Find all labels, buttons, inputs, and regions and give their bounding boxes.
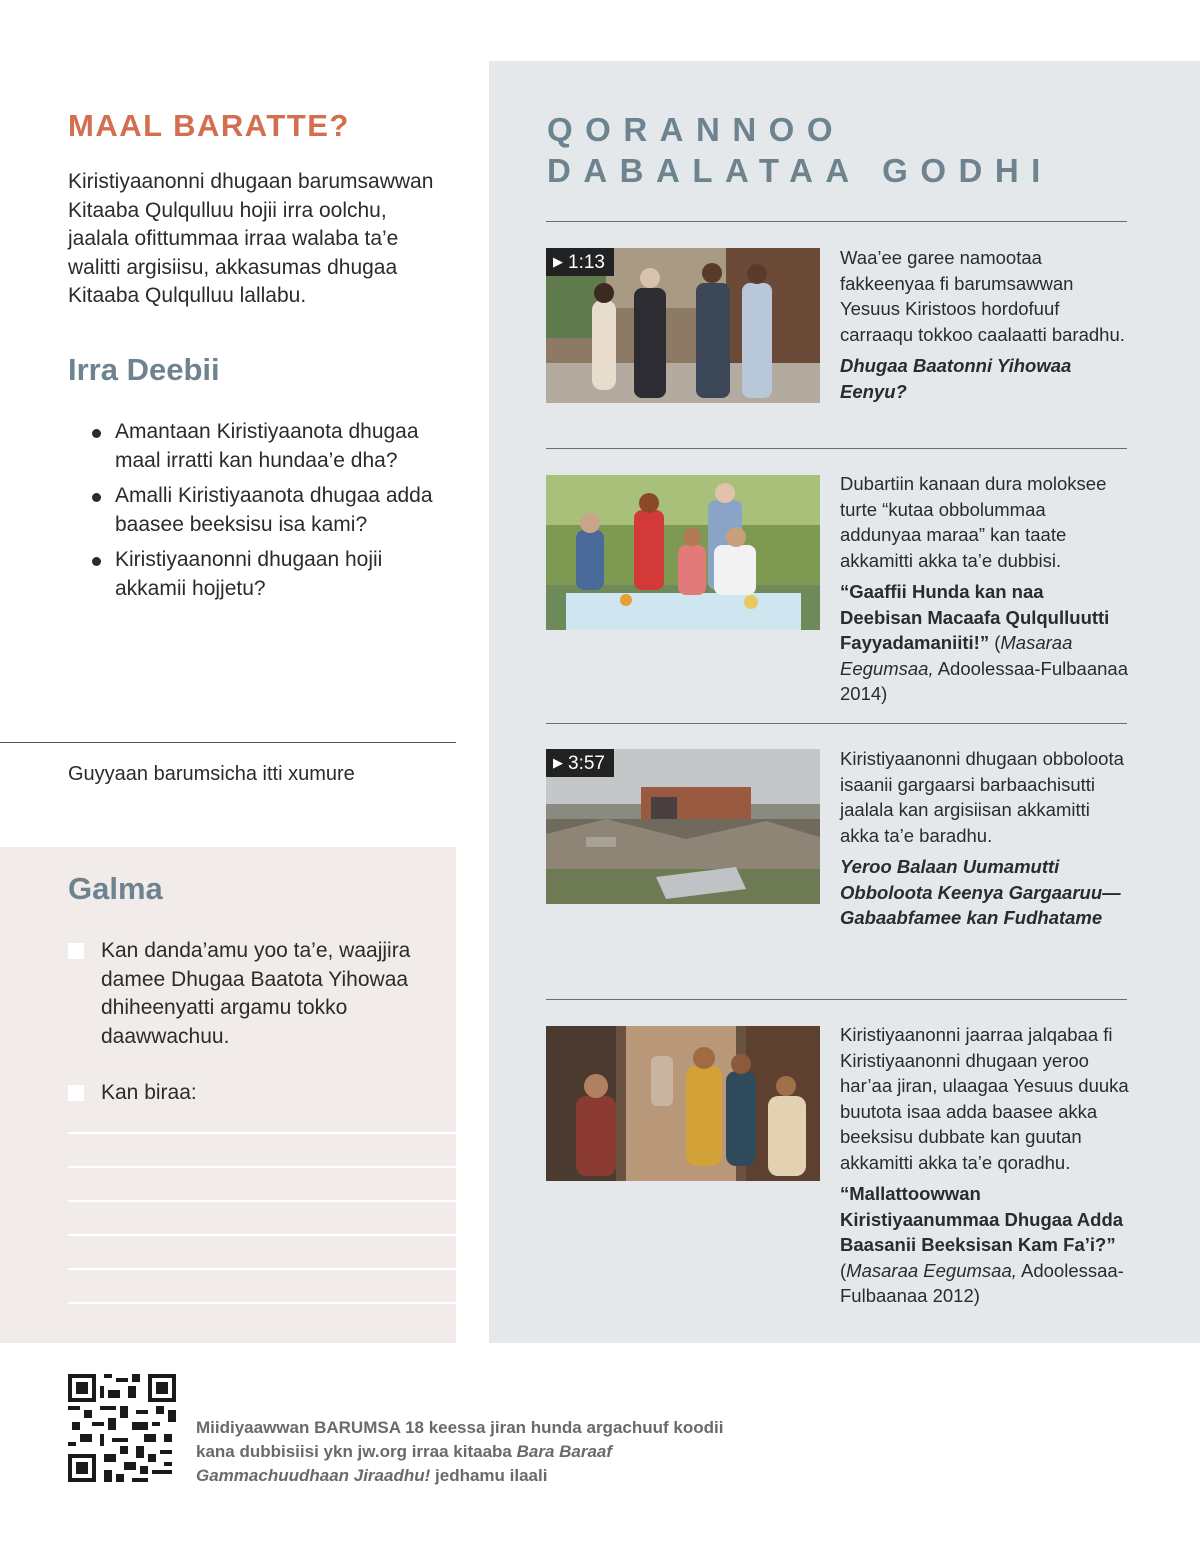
study-reference-link[interactable]: Dhugaa Baatonni Yihowaa Eenyu? [840, 355, 1072, 402]
further-study-panel [489, 61, 1200, 1343]
divider [0, 742, 456, 743]
section-title-further-study [547, 109, 1053, 191]
divider [546, 448, 1127, 449]
study-item-text [840, 245, 1130, 404]
completion-date-label: Guyyaan barumsicha itti xumure [68, 763, 355, 785]
play-icon: ▶ [553, 254, 563, 269]
goal-text: Kan biraa: [101, 1081, 197, 1104]
study-item-text [840, 471, 1130, 707]
reference-publication: Masaraa Eegumsaa, [846, 1259, 1017, 1281]
footer-book-title[interactable]: Bara Baraaf Gammachuudhaan Jiraadhu! [196, 1442, 613, 1485]
play-icon: ▶ [553, 755, 563, 770]
section-title-maal-baratte: MAAL BARATTE? [68, 108, 350, 143]
review-questions [92, 418, 457, 610]
write-in-line[interactable] [68, 1200, 456, 1202]
write-in-line[interactable] [68, 1132, 456, 1134]
study-reference-link[interactable]: Yeroo Balaan Uumamutti Obboloota Keenya Gargaaruu—Gabaabfamee kan Fudhatame [840, 856, 1121, 928]
study-reference[interactable]: “Mallattoowwan Kiristiyaanummaa Dhugaa Adda Baasanii Beeksisan Kam Fa’i?” (Masaraa Eegumsaa, Adoolessaa-Fulbaanaa 2012) [840, 1183, 1124, 1306]
study-reference[interactable]: “Gaaffii Hunda kan naa Deebisan Macaafa Qulqulluutti Fayyadamaniiti!” (Masaraa Eegumsaa, Adoolessaa-Fulbaanaa 2014) [840, 581, 1128, 704]
bullet-icon [92, 493, 101, 502]
duration-text: 3:57 [568, 753, 605, 774]
article-image [546, 475, 820, 630]
title-line: QORANNOO [547, 111, 845, 148]
video-duration-badge [546, 749, 614, 777]
footer-text-main: Miidiyaawwan BARUMSA 18 keessa jiran hunda argachuuf koodii kana dubbisiisi ykn jw.org irraa kitaaba [196, 1418, 724, 1461]
review-question [92, 418, 457, 475]
bullet-icon [92, 429, 101, 438]
study-item-text [840, 746, 1130, 931]
goal-text: Kan danda’amu yoo ta’e, waajjira damee Dhugaa Baatota Yihowaa dhiheenyatti argamu tokko daawwachuu. [101, 939, 411, 1048]
study-item-text [840, 1022, 1130, 1309]
intro-paragraph: Kiristiyaanonni dhugaan barumsawwan Kitaaba Qulqulluu hojii irra oolchu, jaalala ofittummaa irraa walaba ta’e walitti argisiisu, akkasumas dhugaa Kitaaba Qulqulluu lallabu. [68, 170, 434, 307]
duration-text: 1:13 [568, 252, 605, 273]
article-image [546, 1026, 820, 1181]
divider [546, 999, 1127, 1000]
study-description: Waa’ee garee namootaa fakkeenyaa fi barumsawwan Yesuus Kiristoos hordofuuf carraaqu tokkoo caalaatti baradhu. [840, 247, 1125, 345]
section-title-goals: Galma [68, 871, 163, 906]
write-in-line[interactable] [68, 1166, 456, 1168]
reference-issue: Adoolessaa-Fulbaanaa 2014) [840, 657, 1128, 704]
footer-note [196, 1416, 756, 1488]
title-line: DABALATAA GODHI [547, 152, 1053, 189]
video-thumbnail[interactable] [546, 248, 820, 403]
goals-panel [0, 847, 456, 1343]
qr-code-icon[interactable] [68, 1374, 176, 1482]
review-question [92, 482, 457, 539]
reference-title: “Gaaffii Hunda kan naa Deebisan Macaafa Qulqulluutti Fayyadamaniiti!” [840, 581, 1110, 653]
video-duration-badge [546, 248, 614, 276]
reference-publication: Masaraa Eegumsaa, [840, 632, 1073, 679]
section-title-review: Irra Deebii [68, 352, 220, 387]
reference-title: “Mallattoowwan Kiristiyaanummaa Dhugaa Adda Baasanii Beeksisan Kam Fa’i?” [840, 1183, 1124, 1255]
goal-item [68, 937, 418, 1051]
review-question [92, 546, 457, 603]
write-in-line[interactable] [68, 1234, 456, 1236]
goal-item [68, 1079, 418, 1108]
goal-checkbox[interactable] [68, 943, 84, 959]
bullet-icon [92, 557, 101, 566]
question-text: Amalli Kiristiyaanota dhugaa adda baasee beeksisu isa kami? [115, 484, 433, 536]
study-description: Kiristiyaanonni dhugaan obboloota isaanii gargaarsi barbaachisutti jaalala kan argisiisan akkamitti akka ta’e baradhu. [840, 748, 1124, 846]
study-description: Kiristiyaanonni jaarraa jalqabaa fi Kiristiyaanonni dhugaan yeroo har’aa jiran, ulaagaa Yesuus duuka buutota isaa adda baasee akka beeksisu dubbate kan guutan akkamitti akka ta’e qoradhu. [840, 1024, 1129, 1173]
question-text: Kiristiyaanonni dhugaan hojii akkamii hojjetu? [115, 548, 383, 600]
reference-issue: Adoolessaa-Fulbaanaa 2012) [840, 1259, 1124, 1306]
goal-checkbox[interactable] [68, 1085, 84, 1101]
write-in-line[interactable] [68, 1268, 456, 1270]
video-thumbnail[interactable] [546, 749, 820, 904]
study-description: Dubartiin kanaan dura moloksee turte “kutaa obbolummaa addunyaa maraa” kan taate akkamitti akka ta’e dubbisi. [840, 473, 1107, 571]
write-in-line[interactable] [68, 1302, 456, 1304]
divider [546, 221, 1127, 222]
footer-text-end: jedhamu ilaali [435, 1466, 548, 1485]
divider [546, 723, 1127, 724]
question-text: Amantaan Kiristiyaanota dhugaa maal irratti kan hundaa’e dha? [115, 420, 419, 472]
